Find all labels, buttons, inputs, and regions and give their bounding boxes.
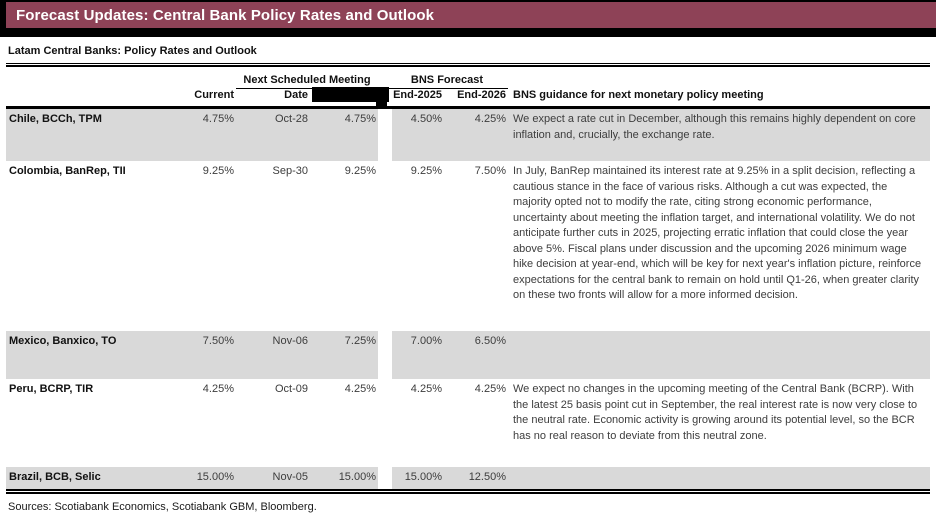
page-title: Forecast Updates: Central Bank Policy Rates and Outlook bbox=[16, 6, 435, 24]
row-country: Peru, BCRP, TIR bbox=[9, 383, 94, 395]
cell-end2025: 4.50% bbox=[392, 109, 444, 161]
cell-current: 4.75% bbox=[176, 109, 236, 161]
table-row-mexico bbox=[6, 331, 930, 379]
gap-spacer bbox=[378, 331, 392, 379]
cell-meeting-forecast: 4.25% bbox=[344, 383, 376, 395]
col-header-end2025: End-2025 bbox=[393, 88, 442, 101]
cell-meeting-forecast: 9.25% bbox=[344, 165, 376, 177]
row-country: Chile, BCCh, TPM bbox=[6, 109, 176, 161]
cell-end2025: 9.25% bbox=[410, 165, 442, 177]
cell-guidance: In July, BanRep maintained its interest rate at 9.25% in a split decision, reflecting a cautious stance in the face of various risks. Although a cut was expected, the majority opted not to modify the rate, citing strong economic performance, uncertainty about meeting the inflation target, and international volatility. We do not anticipate further cuts in 2025, projecting erratic inflation that could close the year above 5%. Fiscal plans under discussion and the upcoming 2026 minimum wage hike decision at year-end, which will be key for next year's inflation picture, reinforce expectations for the central bank to remain on hold until Q1-26, when greater clarity on these two fronts will allow for a more informed decision. bbox=[513, 165, 922, 301]
cell-guidance: We expect a rate cut in December, although this remains highly dependent on core inflation and, crucially, the exchange rate. bbox=[508, 109, 930, 161]
cell-end2026: 4.25% bbox=[474, 383, 506, 395]
banner-strip bbox=[0, 0, 936, 37]
row-country: Brazil, BCB, Selic bbox=[6, 467, 176, 489]
sources-note: Sources: Scotiabank Economics, Scotiabank GBM, Bloomberg. bbox=[8, 501, 317, 513]
gap-spacer bbox=[378, 467, 392, 489]
table-subtitle: Latam Central Banks: Policy Rates and Outlook bbox=[8, 45, 257, 57]
cell-guidance bbox=[508, 331, 930, 379]
cell-current: 15.00% bbox=[176, 467, 236, 489]
row-country: Colombia, BanRep, TII bbox=[9, 165, 126, 177]
gap-spacer bbox=[378, 379, 392, 467]
cell-date: Nov-06 bbox=[236, 331, 310, 379]
cell-end2026: 4.25% bbox=[444, 109, 508, 161]
cell-end2025: 15.00% bbox=[392, 467, 444, 489]
cell-date: Oct-28 bbox=[236, 109, 310, 161]
col-header-guidance: BNS guidance for next monetary policy meeting bbox=[513, 88, 764, 101]
group-header-bns-forecast: BNS Forecast bbox=[388, 70, 508, 89]
cell-date: Oct-09 bbox=[274, 383, 308, 395]
cell-end2025: 4.25% bbox=[410, 383, 442, 395]
cell-meeting-forecast: 7.25% bbox=[310, 331, 378, 379]
gap-spacer bbox=[378, 161, 392, 331]
cell-meeting-forecast: 4.75% bbox=[310, 109, 378, 161]
banner bbox=[6, 0, 936, 28]
redacted-header-notch bbox=[376, 100, 387, 107]
cell-guidance: We expect no changes in the upcoming meeting of the Central Bank (BCRP). With the latest 25 basis point cut in September, the real interest rate is now very close to the neutral rate. Economic activity is growing around its potential level, so the BCR has no real reason to deviate from this neutral zone. bbox=[513, 383, 918, 442]
policy-rates-table bbox=[6, 63, 930, 494]
table-bottom-rule bbox=[6, 489, 930, 494]
table-row-brazil bbox=[6, 467, 930, 489]
group-header-next-meeting: Next Scheduled Meeting bbox=[236, 70, 378, 89]
cell-current: 7.50% bbox=[176, 331, 236, 379]
cell-meeting-forecast: 15.00% bbox=[310, 467, 378, 489]
group-header-row bbox=[6, 67, 930, 84]
row-country: Mexico, Banxico, TO bbox=[6, 331, 176, 379]
cell-date: Nov-05 bbox=[236, 467, 310, 489]
cell-date: Sep-30 bbox=[272, 165, 308, 177]
cell-current: 4.25% bbox=[202, 383, 234, 395]
cell-end2025: 7.00% bbox=[392, 331, 444, 379]
cell-end2026: 7.50% bbox=[474, 165, 506, 177]
column-header-row bbox=[6, 84, 930, 106]
col-header-end2026: End-2026 bbox=[457, 88, 506, 101]
col-header-date: Date bbox=[284, 88, 308, 101]
table-row-colombia bbox=[6, 161, 930, 331]
cell-end2026: 12.50% bbox=[444, 467, 508, 489]
cell-guidance bbox=[508, 467, 930, 489]
cell-end2026: 6.50% bbox=[444, 331, 508, 379]
cell-current: 9.25% bbox=[202, 165, 234, 177]
table-row-peru bbox=[6, 379, 930, 467]
gap-spacer bbox=[378, 109, 392, 161]
col-header-current: Current bbox=[194, 88, 234, 101]
table-row-chile bbox=[6, 109, 930, 161]
